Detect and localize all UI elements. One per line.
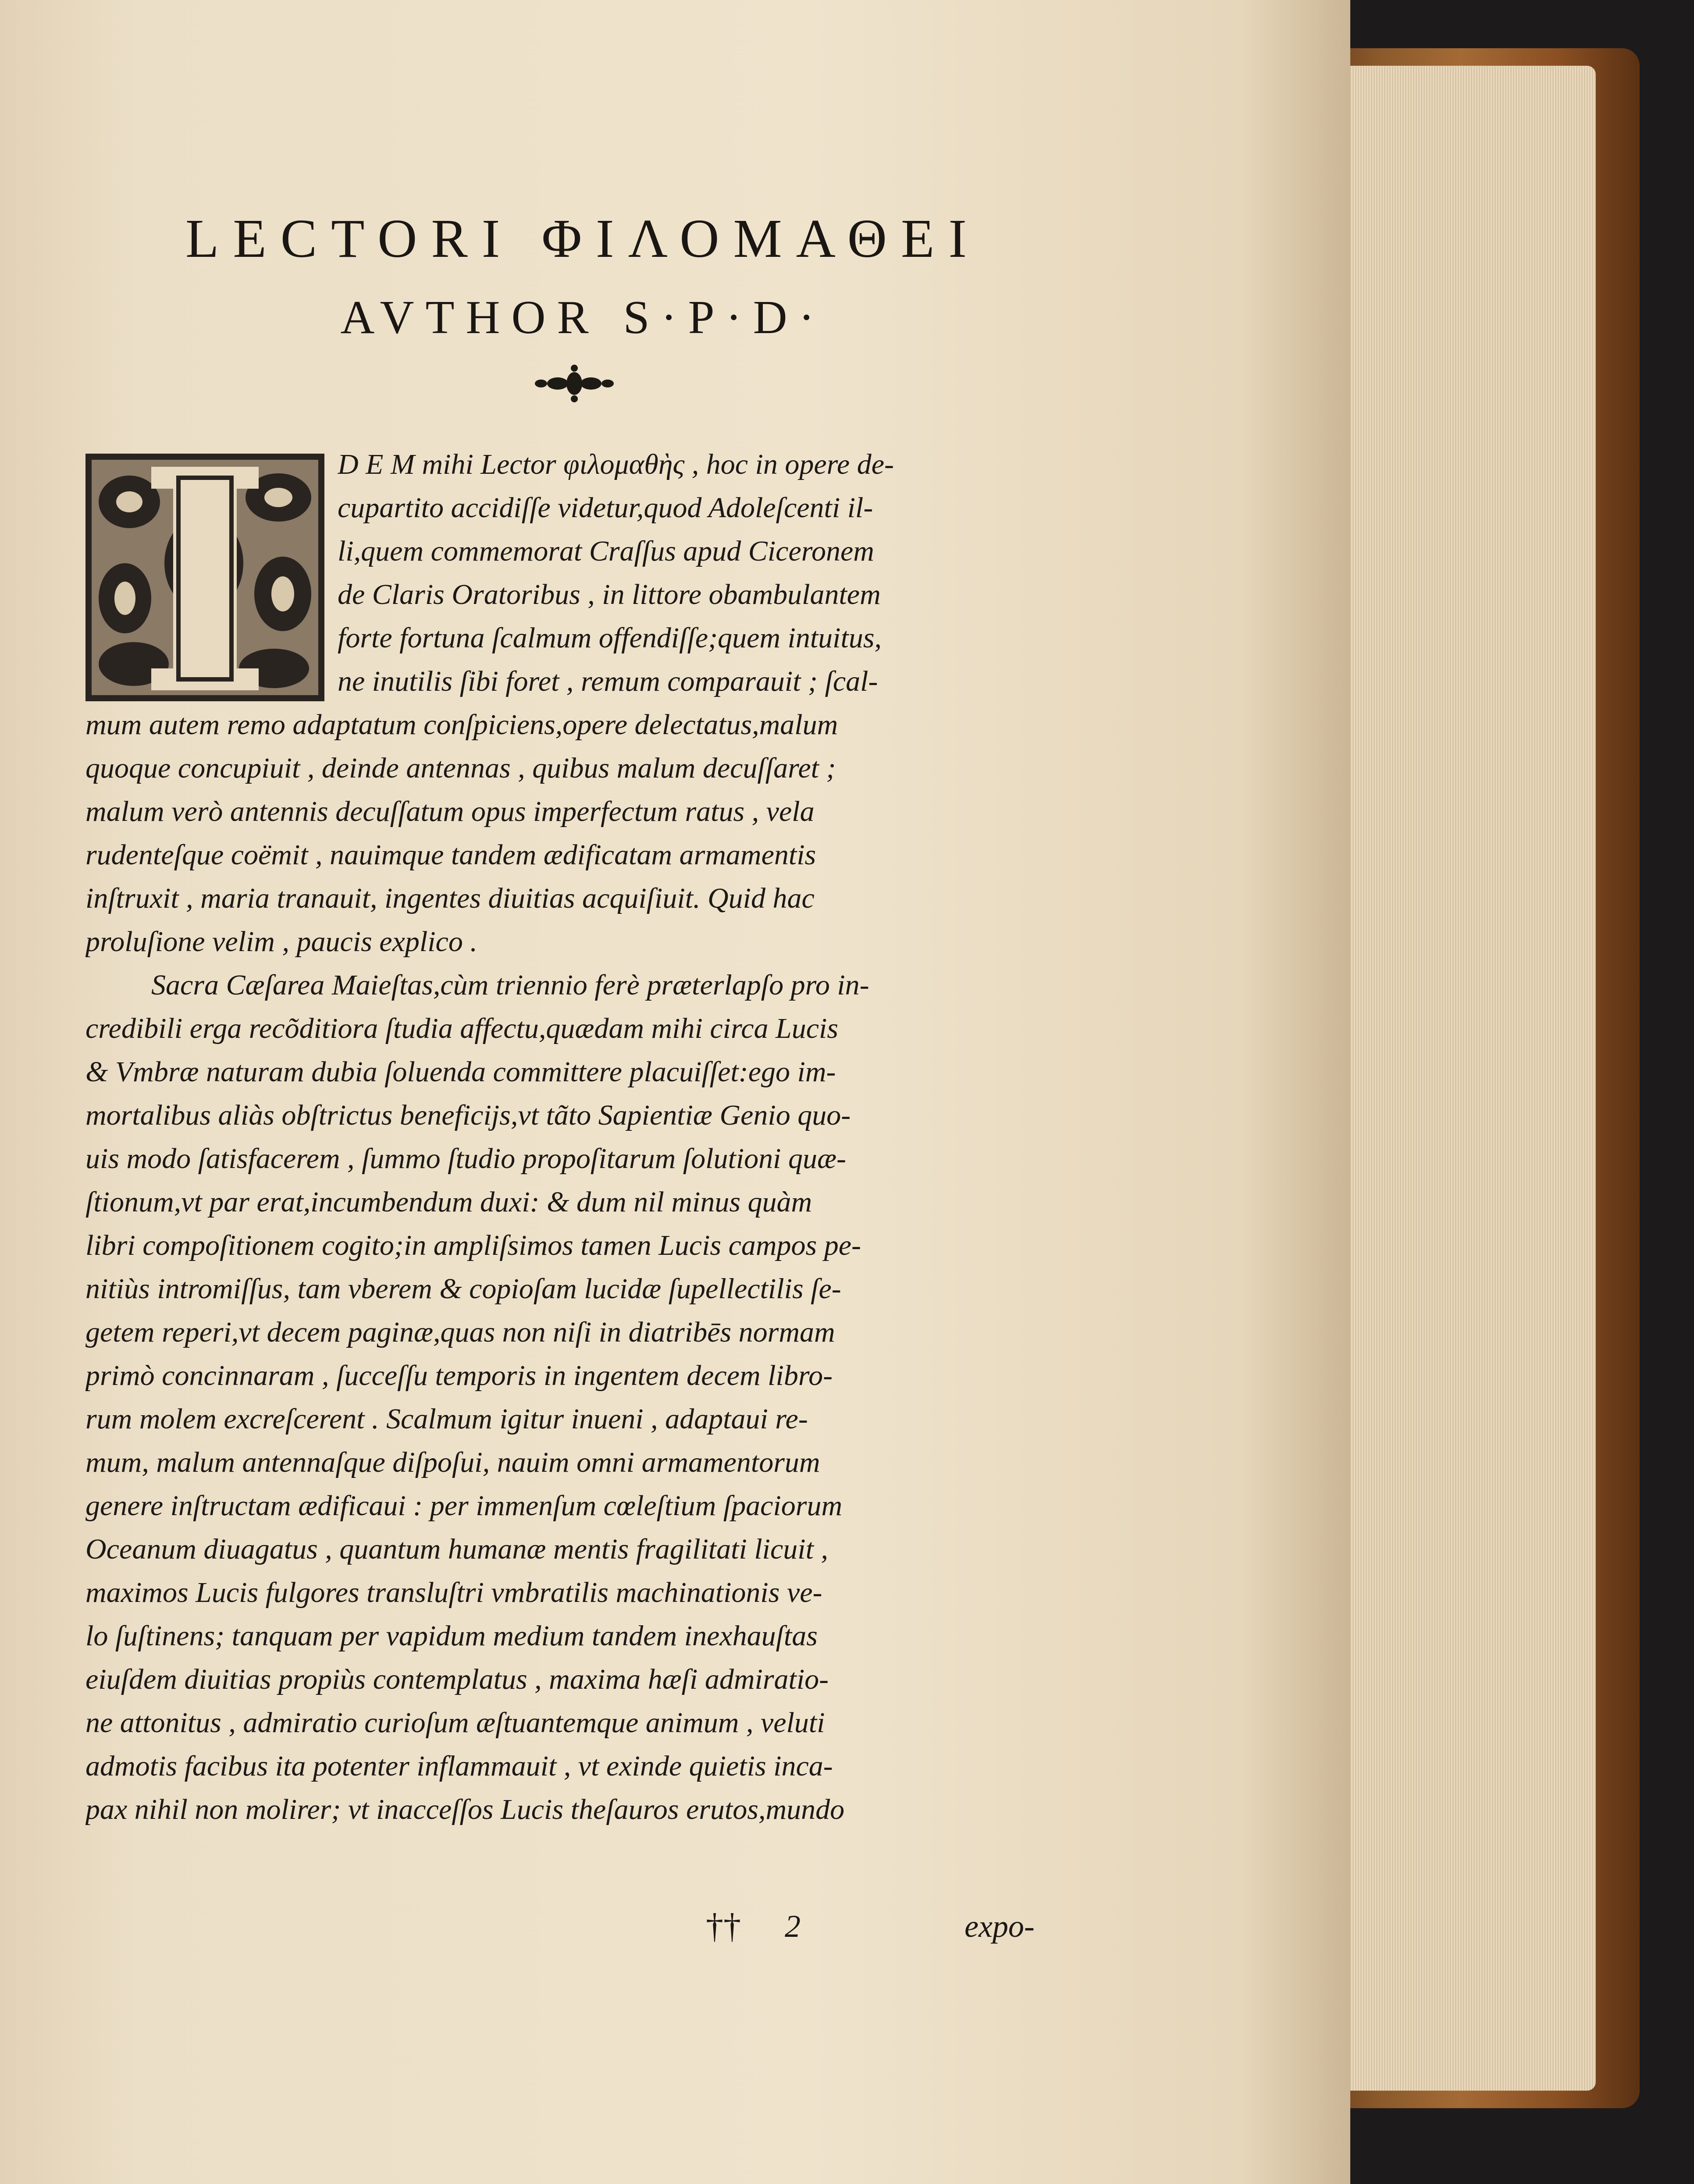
text-line: forte fortuna ſcalmum offendiſſe;quem intuitus, bbox=[338, 622, 882, 654]
text-line: ne inutilis ſibi foret , remum comparauit ; ſcal- bbox=[338, 665, 878, 697]
text-line: malum verò antennis decuſſatum opus imperfectum ratus , vela bbox=[85, 795, 815, 827]
signature-mark: †† bbox=[706, 1907, 741, 1946]
text-line: ne attonitus , admiratio curioſum æſtuantemque animum , veluti bbox=[85, 1707, 825, 1739]
text-line: ſtionum,vt par erat,incumbendum duxi: & dum nil minus quàm bbox=[85, 1186, 812, 1218]
text-line: proluſione velim , paucis explico . bbox=[85, 926, 477, 958]
text-line: maximos Lucis fulgores transluſtri vmbratilis machinationis ve- bbox=[85, 1577, 822, 1609]
page-subtitle: AVTHOR S·P·D· bbox=[340, 291, 826, 344]
text-line: mum autem remo adaptatum conſpiciens,opere delectatus,malum bbox=[85, 709, 838, 741]
text-line: eiuſdem diuitias propiùs contemplatus , maxima hæſi admiratio- bbox=[85, 1663, 829, 1695]
text-line: Oceanum diuagatus , quantum humanæ mentis fragilitati licuit , bbox=[85, 1533, 828, 1565]
text-line: lo ſuſtinens; tanquam per vapidum medium tandem inexhauſtas bbox=[85, 1620, 818, 1652]
page-header bbox=[79, 206, 1087, 346]
printers-fleuron-icon bbox=[530, 364, 618, 403]
text-line: nitiùs intromiſſus, tam vberem & copioſam lucidæ ſupellectilis ſe- bbox=[85, 1273, 841, 1305]
page-number: 2 bbox=[785, 1909, 801, 1944]
text-line: cupartito accidiſſe videtur,quod Adoleſcenti il- bbox=[338, 492, 873, 524]
text-line: de Claris Oratoribus , in littore obambulantem bbox=[338, 579, 881, 611]
text-line: Sacra Cæſarea Maieſtas,cùm triennio ferè præterlapſo pro in- bbox=[151, 969, 869, 1001]
text-line: getem reperi,vt decem paginæ,quas non niſi in diatribēs normam bbox=[85, 1316, 835, 1348]
text-line: D E M mihi Lector φιλομαθὴς , hoc in opere de- bbox=[338, 448, 894, 480]
text-line: inſtruxit , maria tranauit, ingentes diuitias acquiſiuit. Quid hac bbox=[85, 882, 815, 914]
text-line: li,quem commemorat Craſſus apud Ciceronem bbox=[338, 535, 874, 567]
text-line: credibili erga recõditiora ſtudia affectu,quædam mihi circa Lucis bbox=[85, 1012, 839, 1044]
page-edges bbox=[1333, 66, 1596, 2091]
text-line: mum, malum antennaſque diſpoſui, nauim omni armamentorum bbox=[85, 1446, 820, 1478]
dedication-text bbox=[85, 443, 1107, 1831]
text-line: rudenteſque coëmit , nauimque tandem ædificatam armamentis bbox=[85, 839, 816, 871]
text-line: mortalibus aliàs obſtrictus beneficijs,vt tãto Sapientiæ Genio quo- bbox=[85, 1099, 851, 1131]
text-line: uis modo ſatisfacerem , ſummo ſtudio propoſitarum ſolutioni quæ- bbox=[85, 1143, 846, 1175]
text-line: primò concinnaram , ſucceſſu temporis in ingentem decem libro- bbox=[85, 1360, 833, 1392]
text-line: rum molem excreſcerent . Scalmum igitur inueni , adaptaui re- bbox=[85, 1403, 808, 1435]
text-line: admotis facibus ita potenter inflammauit , vt exinde quietis inca- bbox=[85, 1750, 833, 1782]
text-line: pax nihil non molirer; vt inacceſſos Lucis theſauros erutos,mundo bbox=[85, 1793, 845, 1825]
text-line: genere inſtructam ædificaui : per immenſum cœleſtium ſpaciorum bbox=[85, 1490, 843, 1522]
page-title: LECTORI ΦΙΛΟΜΑΘΕΙ bbox=[185, 209, 981, 269]
text-line: & Vmbræ naturam dubia ſoluenda committere placuiſſet:ego im- bbox=[85, 1056, 836, 1088]
text-line: quoque concupiuit , deinde antennas , quibus malum decuſſaret ; bbox=[85, 752, 836, 784]
text-line: libri compoſitionem cogito;in ampliſsimos tamen Lucis campos pe- bbox=[85, 1229, 861, 1261]
catchword: expo- bbox=[964, 1909, 1035, 1944]
